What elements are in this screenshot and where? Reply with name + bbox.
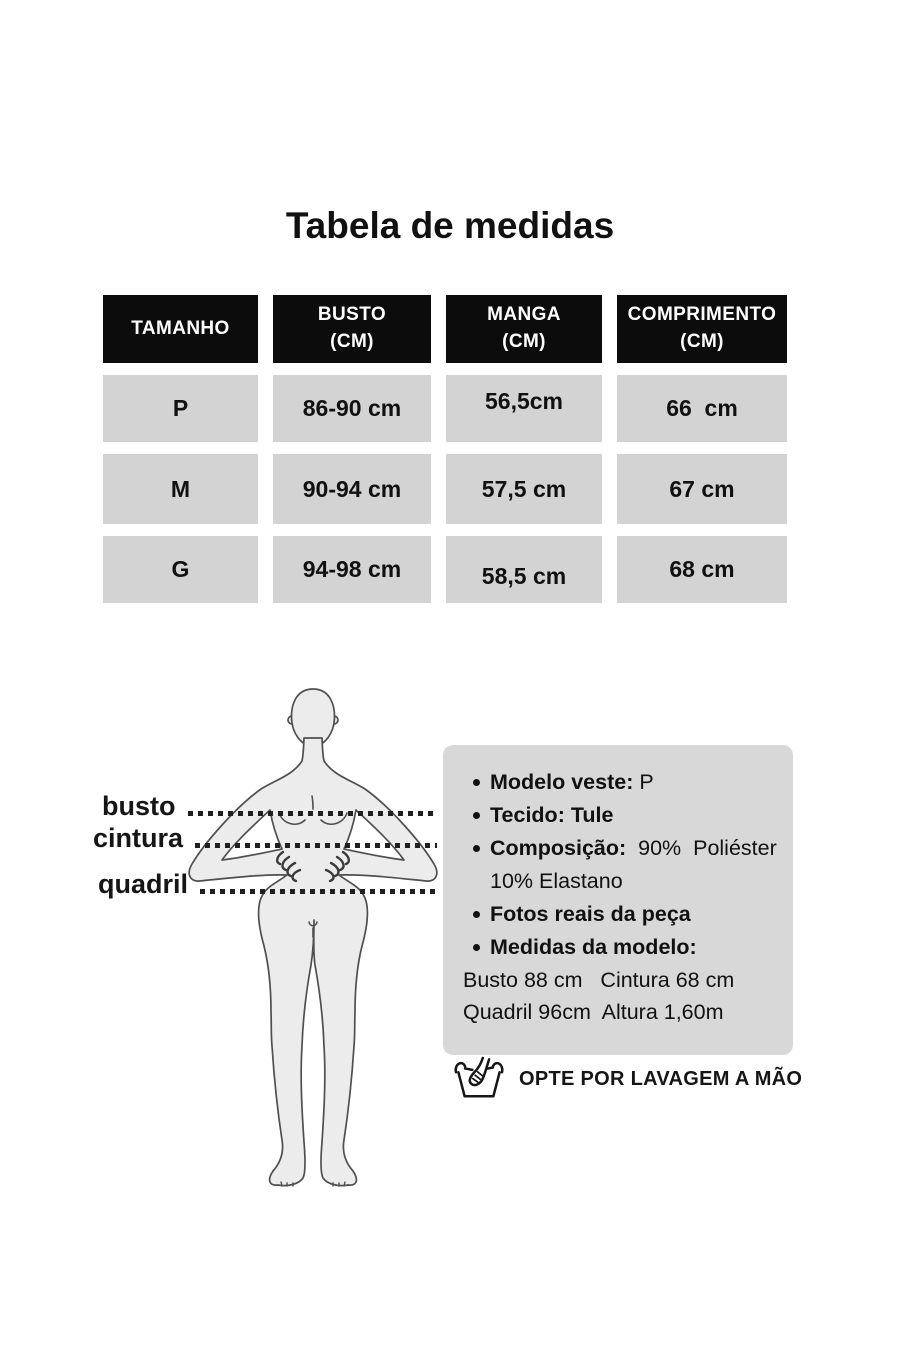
col-header-manga <box>446 295 602 363</box>
cell-value: G <box>171 556 190 582</box>
body-figure <box>175 682 445 1197</box>
cell-g-comprimento <box>617 536 787 603</box>
cell-m-manga <box>446 454 602 524</box>
info-item-bold: Medidas da modelo: <box>490 935 697 959</box>
care-label: OPTE POR LAVAGEM A MÃO <box>519 1067 803 1090</box>
measure-row-bust <box>102 789 437 823</box>
hand-wash-icon <box>452 1056 506 1102</box>
cell-value: 57,5 cm <box>481 475 567 502</box>
col-header-unit: (CM) <box>502 331 546 352</box>
cell-size-p <box>103 375 258 442</box>
product-info-panel <box>443 745 793 1055</box>
cell-g-busto <box>273 536 431 603</box>
bullet-icon <box>473 944 480 951</box>
col-header-text: COMPRIMENTO <box>627 304 777 326</box>
info-item-text <box>490 799 613 832</box>
bust-label: busto <box>102 791 176 821</box>
col-header-text: MANGA <box>487 304 561 326</box>
size-table <box>103 295 787 603</box>
info-item-rest: 90% Poliéster <box>626 836 777 860</box>
cell-size-m <box>103 454 258 524</box>
cell-size-g <box>103 536 258 603</box>
waist-dotted-line <box>195 843 437 848</box>
info-item-composicao <box>473 832 779 865</box>
col-header-busto <box>273 295 431 363</box>
info-item-composicao-cont <box>473 865 779 898</box>
col-header-tamanho <box>103 295 258 363</box>
cell-value: 86-90 cm <box>302 395 402 421</box>
info-item-fotos <box>473 898 779 931</box>
cell-p-manga <box>446 375 602 442</box>
info-item-rest: 10% Elastano <box>490 869 623 893</box>
hip-dotted-line <box>200 889 437 894</box>
cell-value: 56,5cm <box>484 388 563 414</box>
cell-value: 58,5 cm <box>481 563 567 589</box>
model-measurements-line2: Quadril 96cm Altura 1,60m <box>463 1000 724 1024</box>
info-item-bold: Composição: <box>490 836 627 860</box>
hip-label: quadril <box>98 869 189 899</box>
bullet-icon <box>473 779 480 786</box>
cell-p-busto <box>273 375 431 442</box>
cell-value: 67 cm <box>669 475 735 502</box>
model-measurements-line1: Busto 88 cm Cintura 68 cm <box>463 968 735 992</box>
cell-p-comprimento <box>617 375 787 442</box>
info-item-bold: Tecido: Tule <box>490 803 614 827</box>
female-silhouette-icon <box>175 682 445 1197</box>
cell-value: 66 cm <box>666 395 738 421</box>
info-item-bold: Modelo veste: <box>490 770 634 794</box>
cell-value: 90-94 cm <box>302 475 402 502</box>
info-item-modelo <box>473 766 779 799</box>
col-header-comprimento <box>617 295 787 363</box>
col-header-text: TAMANHO <box>131 317 230 339</box>
info-item-medidas <box>473 931 779 964</box>
measure-row-hip <box>98 867 437 901</box>
cell-value: 68 cm <box>669 556 735 582</box>
cell-m-comprimento <box>617 454 787 524</box>
cell-value: 94-98 cm <box>302 556 402 582</box>
info-item-bold: Fotos reais da peça <box>490 902 691 926</box>
info-item-text <box>490 766 654 799</box>
info-item-text <box>490 931 697 964</box>
cell-m-busto <box>273 454 431 524</box>
cell-g-manga <box>446 536 602 603</box>
waist-label: cintura <box>93 823 184 853</box>
care-note <box>452 1056 802 1102</box>
bust-dotted-line <box>188 811 438 816</box>
cell-value: P <box>172 395 189 421</box>
info-item-text <box>490 898 691 931</box>
info-item-tecido <box>473 799 779 832</box>
info-item-text <box>490 865 623 898</box>
col-header-unit: (CM) <box>680 331 724 352</box>
measure-row-waist <box>93 821 437 855</box>
col-header-unit: (CM) <box>330 331 374 352</box>
bullet-icon <box>473 812 480 819</box>
info-item-rest: P <box>633 770 654 794</box>
cell-value: M <box>170 475 191 502</box>
bullet-icon <box>473 845 480 852</box>
info-item-text <box>490 832 777 865</box>
bullet-icon <box>473 911 480 918</box>
page-title: Tabela de medidas <box>285 205 615 246</box>
col-header-text: BUSTO <box>317 304 387 326</box>
